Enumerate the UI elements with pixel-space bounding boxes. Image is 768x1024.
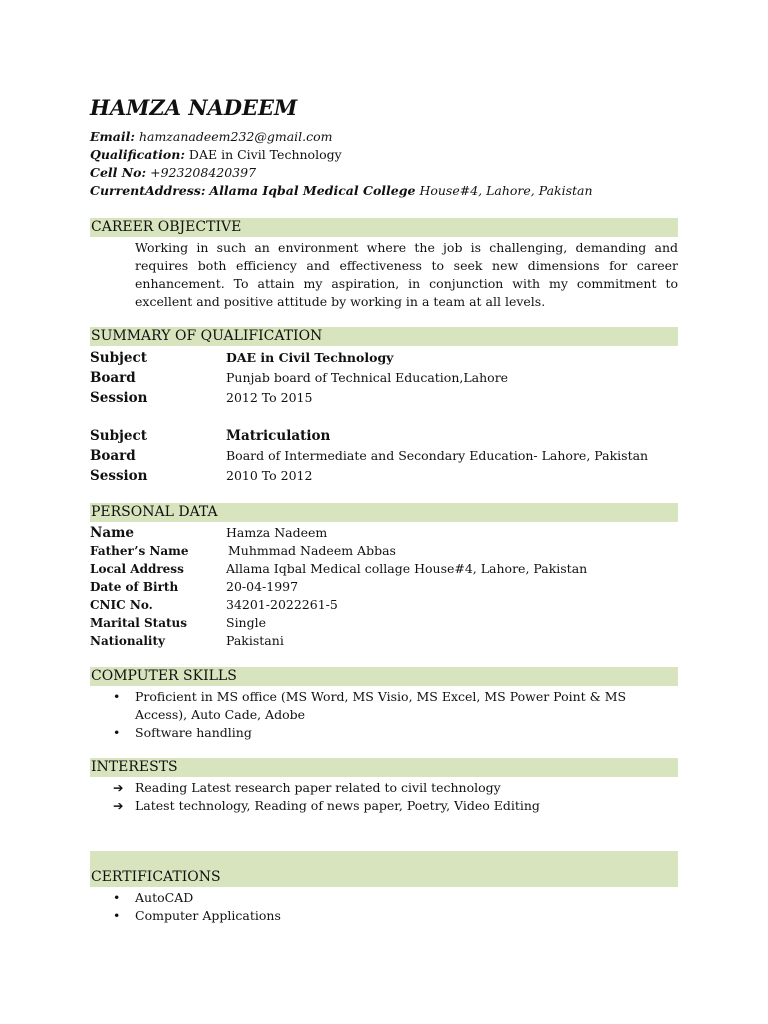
personal-value: Muhmmad Nadeem Abbas: [228, 543, 396, 558]
table-row: [90, 542, 678, 560]
bullet-icon: •: [113, 689, 121, 704]
personal-label: Date of Birth: [90, 580, 179, 594]
bullet-icon: •: [113, 908, 121, 923]
list-item: [113, 724, 678, 742]
personal-label: CNIC No.: [90, 598, 153, 612]
skill-text: Software handling: [135, 725, 252, 740]
personal-value: Allama Iqbal Medical collage House#4, Lahore, Pakistan: [226, 561, 588, 576]
computer-skills-heading: COMPUTER SKILLS: [90, 667, 678, 686]
interests-list: [90, 779, 678, 815]
interest-text: Latest technology, Reading of news paper, Poetry, Video Editing: [135, 798, 540, 813]
personal-label: Local Address: [90, 562, 184, 576]
email-label: Email:: [90, 129, 135, 144]
session-label: Session: [90, 390, 148, 406]
table-row: [90, 578, 678, 596]
email-value[interactable]: hamzanadeem232@gmail.com: [138, 129, 333, 144]
career-objective-heading: CAREER OBJECTIVE: [90, 218, 678, 237]
interests-heading: INTERESTS: [90, 758, 678, 777]
cell-line: [90, 164, 678, 182]
email-line: [90, 128, 678, 146]
table-row: [90, 388, 678, 408]
qualification-line: [90, 146, 678, 164]
personal-value: Single: [226, 615, 267, 630]
subject-label: Subject: [90, 350, 147, 366]
personal-value: Pakistani: [226, 633, 284, 648]
list-item: [113, 907, 678, 925]
arrow-bullet-icon: ➔: [113, 780, 124, 795]
table-row: [90, 524, 678, 542]
interest-text: Reading Latest research paper related to civil technology: [135, 780, 501, 795]
subject-value: DAE in Civil Technology: [226, 350, 394, 365]
subject-value: Matriculation: [226, 428, 331, 444]
qualification-label: Qualification:: [90, 147, 185, 162]
table-row: [90, 426, 678, 446]
table-row: [90, 560, 678, 578]
arrow-bullet-icon: ➔: [113, 798, 124, 813]
list-item: [113, 688, 678, 724]
personal-value: Hamza Nadeem: [226, 525, 328, 540]
address-label: CurrentAddress:: [90, 183, 206, 198]
qualification-heading: SUMMARY OF QUALIFICATION: [90, 327, 678, 346]
computer-skills-list: [90, 688, 678, 742]
personal-label: Marital Status: [90, 616, 188, 630]
personal-data-table: [90, 524, 678, 650]
list-item: [113, 889, 678, 907]
board-label: Board: [90, 370, 136, 386]
session-label: Session: [90, 468, 148, 484]
personal-value: 20-04-1997: [226, 579, 299, 594]
personal-label: Name: [90, 525, 134, 541]
qualification-table: [90, 348, 678, 486]
session-value: 2010 To 2012: [226, 468, 313, 483]
certification-text: Computer Applications: [135, 908, 281, 923]
bullet-icon: •: [113, 890, 121, 905]
career-objective-text: Working in such an environment where the job is challenging, demanding and requires both efficiency and effectiveness to seek new dimensions for career enhancement. To attain my aspiration, in conjunction with my commitment to excellent and positive attitude by working in a team at all levels.: [135, 240, 678, 309]
cell-label: Cell No:: [90, 165, 147, 180]
cell-value: +923208420397: [150, 165, 257, 180]
skill-text: Proficient in MS office (MS Word, MS Visio, MS Excel, MS Power Point & MS Access), Auto Cade, Adobe: [135, 689, 627, 722]
resume-page: [90, 94, 678, 925]
table-row: [90, 614, 678, 632]
table-row: [90, 466, 678, 486]
certifications-heading: CERTIFICATIONS: [90, 851, 678, 887]
table-row: [90, 632, 678, 650]
board-label: Board: [90, 448, 136, 464]
table-row: [90, 596, 678, 614]
candidate-name: HAMZA NADEEM: [90, 95, 298, 120]
board-value: Board of Intermediate and Secondary Education- Lahore, Pakistan: [226, 448, 649, 463]
table-row: [90, 446, 678, 466]
certification-text: AutoCAD: [135, 890, 194, 905]
personal-label: Nationality: [90, 634, 165, 648]
personal-label: Father’s Name: [90, 544, 189, 558]
table-row: [90, 348, 678, 368]
qualification-value: DAE in Civil Technology: [188, 147, 342, 162]
board-value: Punjab board of Technical Education,Lahore: [226, 370, 509, 385]
table-row: [90, 368, 678, 388]
address-rest: House#4, Lahore, Pakistan: [419, 183, 593, 198]
personal-value: 34201-2022261-5: [226, 597, 338, 612]
contact-block: [90, 128, 678, 200]
certifications-list: [90, 889, 678, 925]
list-item: [113, 797, 678, 815]
subject-label: Subject: [90, 428, 147, 444]
session-value: 2012 To 2015: [226, 390, 313, 405]
bullet-icon: •: [113, 725, 121, 740]
address-line: [90, 182, 678, 200]
list-item: [113, 779, 678, 797]
address-bold: Allama Iqbal Medical College: [209, 183, 416, 198]
personal-data-heading: PERSONAL DATA: [90, 503, 678, 522]
